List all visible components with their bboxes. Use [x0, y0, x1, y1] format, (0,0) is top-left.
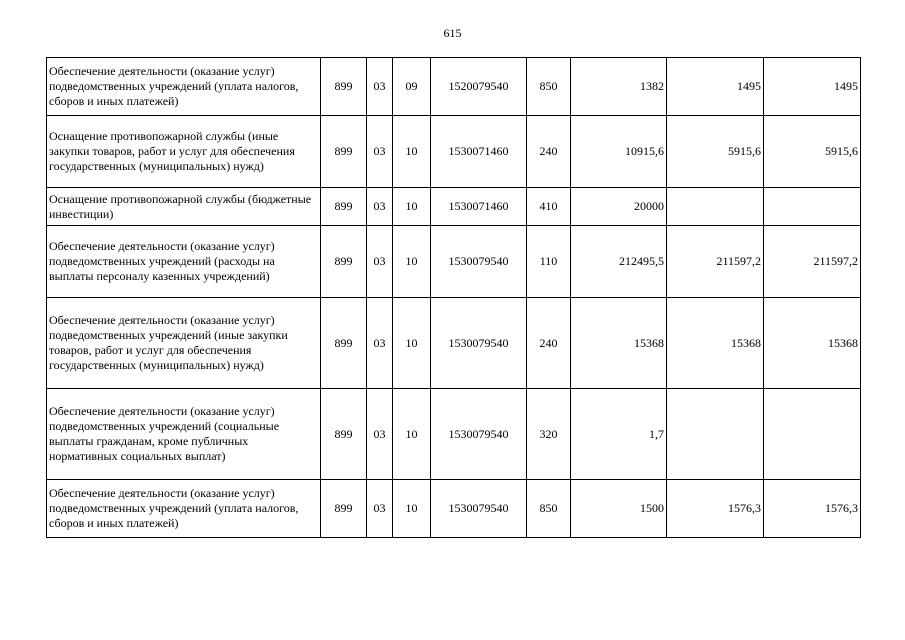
- row-name-cell: Обеспечение деятельности (оказание услуг) подведомственных учреждений (уплата налогов, сборов и иных платежей): [47, 480, 321, 538]
- amount-year3-cell: [764, 389, 861, 480]
- subsection-code-cell: 10: [393, 480, 431, 538]
- expense-type-cell: 110: [527, 226, 571, 298]
- table-row: [47, 389, 861, 480]
- amount-year2-cell: [667, 188, 764, 226]
- budget-table: [46, 57, 861, 538]
- row-name-cell: Оснащение противопожарной службы (бюджетные инвестиции): [47, 188, 321, 226]
- amount-year2-cell: 1576,3: [667, 480, 764, 538]
- row-name-cell: Обеспечение деятельности (оказание услуг) подведомственных учреждений (иные закупки товаров, работ и услуг для обеспечения государственных (муниципальных) нужд): [47, 298, 321, 389]
- amount-year1-cell: 1,7: [571, 389, 667, 480]
- amount-year1-cell: 212495,5: [571, 226, 667, 298]
- row-name-cell: Оснащение противопожарной службы (иные закупки товаров, работ и услуг для обеспечения государственных (муниципальных) нужд): [47, 116, 321, 188]
- section-code-cell: 03: [367, 298, 393, 389]
- target-article-cell: 1520079540: [431, 58, 527, 116]
- amount-year3-cell: 15368: [764, 298, 861, 389]
- table-row: [47, 116, 861, 188]
- section-code-cell: 03: [367, 116, 393, 188]
- amount-year3-cell: 1576,3: [764, 480, 861, 538]
- subsection-code-cell: 09: [393, 58, 431, 116]
- target-article-cell: 1530079540: [431, 389, 527, 480]
- table-row: [47, 480, 861, 538]
- row-name-cell: Обеспечение деятельности (оказание услуг) подведомственных учреждений (социальные выплаты гражданам, кроме публичных нормативных социальных выплат): [47, 389, 321, 480]
- expense-type-cell: 240: [527, 116, 571, 188]
- amount-year3-cell: [764, 188, 861, 226]
- subsection-code-cell: 10: [393, 188, 431, 226]
- section-code-cell: 03: [367, 480, 393, 538]
- subsection-code-cell: 10: [393, 226, 431, 298]
- table-row: [47, 226, 861, 298]
- amount-year2-cell: 5915,6: [667, 116, 764, 188]
- subsection-code-cell: 10: [393, 116, 431, 188]
- table-row: [47, 188, 861, 226]
- section-code-cell: 03: [367, 188, 393, 226]
- expense-type-cell: 320: [527, 389, 571, 480]
- table-row: [47, 298, 861, 389]
- target-article-cell: 1530079540: [431, 226, 527, 298]
- section-code-cell: 03: [367, 226, 393, 298]
- amount-year3-cell: 211597,2: [764, 226, 861, 298]
- amount-year2-cell: 15368: [667, 298, 764, 389]
- ved-code-cell: 899: [321, 116, 367, 188]
- amount-year3-cell: 1495: [764, 58, 861, 116]
- amount-year1-cell: 1500: [571, 480, 667, 538]
- target-article-cell: 1530071460: [431, 188, 527, 226]
- ved-code-cell: 899: [321, 188, 367, 226]
- section-code-cell: 03: [367, 58, 393, 116]
- target-article-cell: 1530079540: [431, 298, 527, 389]
- amount-year1-cell: 20000: [571, 188, 667, 226]
- expense-type-cell: 240: [527, 298, 571, 389]
- amount-year1-cell: 1382: [571, 58, 667, 116]
- page-number: 615: [443, 26, 462, 40]
- ved-code-cell: 899: [321, 226, 367, 298]
- subsection-code-cell: 10: [393, 389, 431, 480]
- amount-year3-cell: 5915,6: [764, 116, 861, 188]
- ved-code-cell: 899: [321, 58, 367, 116]
- target-article-cell: 1530071460: [431, 116, 527, 188]
- amount-year1-cell: 15368: [571, 298, 667, 389]
- ved-code-cell: 899: [321, 389, 367, 480]
- amount-year1-cell: 10915,6: [571, 116, 667, 188]
- amount-year2-cell: 211597,2: [667, 226, 764, 298]
- budget-table-body: [47, 58, 861, 538]
- target-article-cell: 1530079540: [431, 480, 527, 538]
- section-code-cell: 03: [367, 389, 393, 480]
- row-name-cell: Обеспечение деятельности (оказание услуг) подведомственных учреждений (уплата налогов, сборов и иных платежей): [47, 58, 321, 116]
- table-row: [47, 58, 861, 116]
- subsection-code-cell: 10: [393, 298, 431, 389]
- row-name-cell: Обеспечение деятельности (оказание услуг) подведомственных учреждений (расходы на выплаты персоналу казенных учреждений): [47, 226, 321, 298]
- expense-type-cell: 850: [527, 58, 571, 116]
- ved-code-cell: 899: [321, 480, 367, 538]
- expense-type-cell: 410: [527, 188, 571, 226]
- amount-year2-cell: [667, 389, 764, 480]
- amount-year2-cell: 1495: [667, 58, 764, 116]
- expense-type-cell: 850: [527, 480, 571, 538]
- ved-code-cell: 899: [321, 298, 367, 389]
